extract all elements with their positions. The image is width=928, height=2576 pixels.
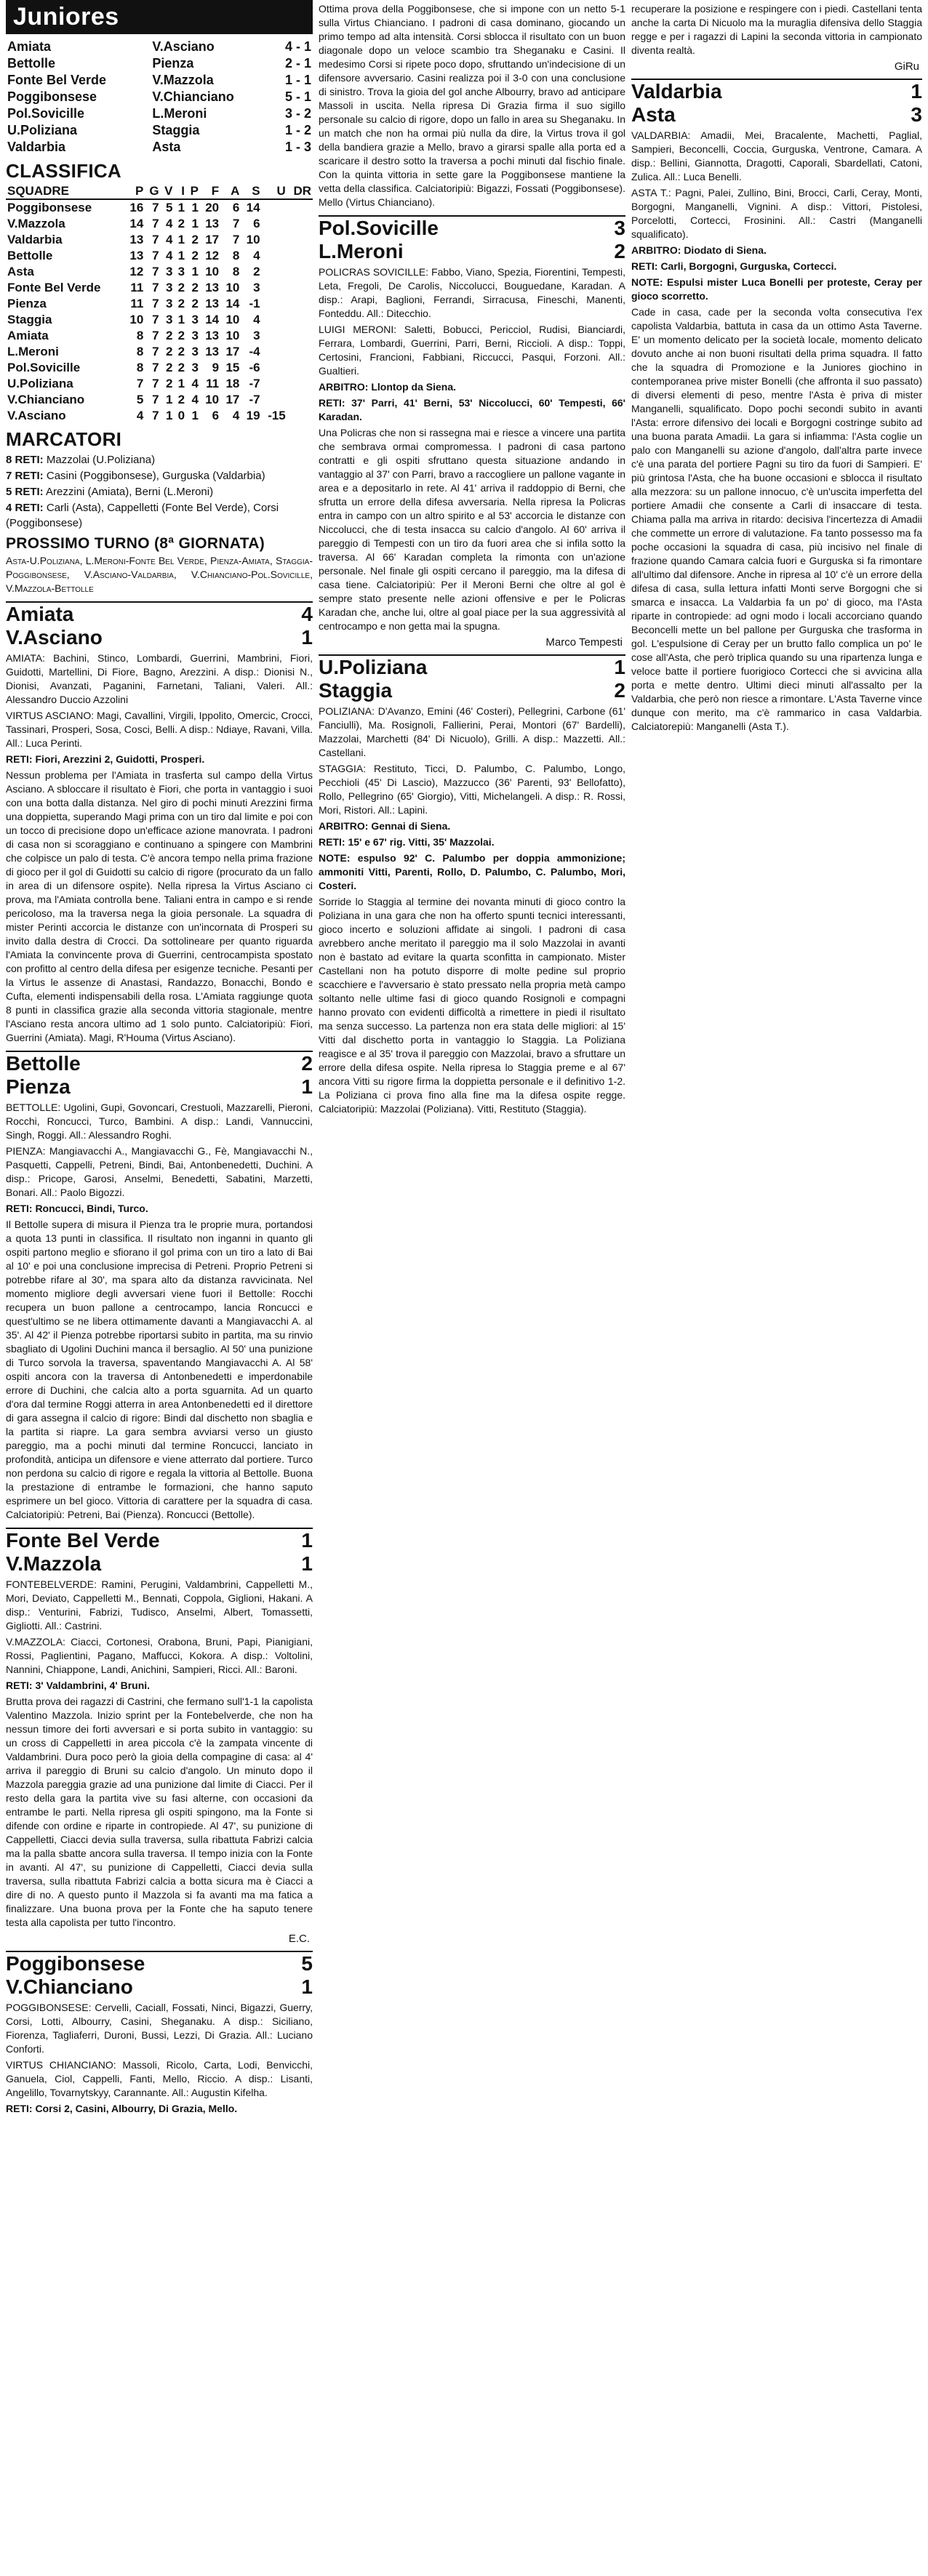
standings-cell: 1 [177,201,185,214]
result-away: L.Meroni [152,106,207,121]
result-away: Asta [152,140,181,154]
standings-cell: 8 [232,265,240,278]
away-team: Staggia [319,679,393,702]
standings-header: DR [287,184,313,199]
standings-cell: -15 [268,409,286,422]
match-text: Una Policras che non si rassegna mai e riesce a vincere una partita che sembrava ormai compromessa. I padroni di casa partono contratti e gli ospiti sfruttano questa situazione andando in vantaggio al 37' con Parri, bravo a raccogliere un pallone vagante in area e a depositarlo in rete. Al 41' arriva il raddoppio di Berni, che sfrutta un errore della difesa avversaria. Nella ripresa la Policras entra in campo con un altro spirito e al 53' accorcia le distanze con Niccolucci, che di testa insacca su calcio d'angolo. Al 60' arriva il pareggio di Tempesti con un tiro da fuori area che si infila sotto la traversa. Al 66' Karadan completa la rimonta con un'azione personale. Nel finale gli ospiti cercano il pareggio, ma la difesa di casa tiene. Calciatoripiù: Per il Meroni Berni che oltre al gol è sempre stato presente nelle azioni offensive e per le Policras Karadan che, anche lui, oltre al goal piace per la sua aggressività al centrocampo e non getta mai la spugna. [319,427,625,632]
standings-cell: 7 [152,297,159,310]
standings-row [6,392,313,408]
home-team-line [319,654,625,679]
standings-cell: 4 [253,313,260,326]
standings-header: F [200,184,220,199]
standings-row [6,360,313,376]
standings-cell: 7 [152,201,159,214]
standings-team: U.Poliziana [7,377,73,390]
standings-cell: 4 [165,217,173,230]
standings-cell: 5 [165,201,173,214]
standings-header: S [241,184,261,199]
home-team: Pol.Sovicille [319,217,439,239]
standings-cell: 13 [205,329,220,342]
standings-cell: 7 [152,329,159,342]
scorer-count: 5 RETI: [6,486,44,498]
away-team: V.Chianciano [6,1975,133,1998]
standings-cell: 4 [191,393,199,406]
standings-cell: 7 [152,313,159,326]
standings-cell: 7 [152,265,159,278]
standings-cell: 7 [152,377,159,390]
standings-cell: -7 [249,377,260,390]
standings-team: V.Asciano [7,409,66,422]
home-lineup: VALDARBIA: Amadii, Mei, Bracalente, Machetti, Paglial, Sampieri, Beconcelli, Coccia, Gurguska, Ventrone, Camara. A disp.: Bellini, Giannotta, Dragotti, Caporali, Sbardellati, Catoni, Zulica. All.: Luca Benelli. [631,129,922,182]
home-team: Amiata [6,603,74,625]
standings-team: Poggibonsese [7,201,92,214]
home-team-line [319,215,625,240]
result-away: V.Chianciano [152,89,234,104]
home-team: Poggibonsese [6,1952,145,1975]
match-notes: NOTE: Espulsi mister Luca Bonelli per proteste, Ceray per gioco scorretto. [631,276,922,302]
standings-cell: 2 [165,377,173,390]
standings-cell: 1 [191,217,199,230]
standings-cell: 17 [225,393,240,406]
home-team: Valdarbia [631,80,722,103]
result-row [6,105,313,122]
standings-row [6,216,313,232]
standings-cell: 8 [136,329,144,342]
standings-cell: 2 [253,265,260,278]
home-lineup: AMIATA: Bachini, Stinco, Lombardi, Guerrini, Mambrini, Fiori, Guidotti, Martellini, Di Fiore, Bagno, Arezzini. A disp.: Dionisi N., Dionisi, Avanzati, Paganini, Farnetani, Taliani, Valeri. All.: Alessandro Duccio Azzolini [6,652,313,705]
standings-cell: 7 [136,377,144,390]
standings-cell: 12 [205,249,220,262]
home-goals: 3 [614,217,625,239]
result-home: U.Poliziana [7,123,78,137]
result-away: Pienza [152,56,194,71]
standings-cell: 1 [177,313,185,326]
home-team-line [6,1951,313,1975]
scorer-names: Arezzini (Amiata), Berni (L.Meroni) [46,486,214,498]
home-lineup: FONTEBELVERDE: Ramini, Perugini, Valdambrini, Cappelletti M., Mori, Deviato, Cappelletti M., Bennati, Coppola, Giglioni, Hakani. A disp.: Venturini, Fabrizi, Tudisco, Anselmi, Albert, Tomassetti, Gigliotti. All.: Castrini. [6,1578,313,1632]
standings-cell: 7 [232,233,240,246]
away-goals: 2 [614,679,625,702]
standings-team: Bettolle [7,249,53,262]
standings-cell: 7 [152,409,159,422]
match-text: Nessun problema per l'Amiata in trasferta sul campo della Virtus Asciano. A sbloccare il risultato è Fiori, che porta in vantaggio i suoi con una botta dalla distanza. Nel giro di pochi minuti Arezzini firma una doppietta, superando Magi prima con un tiro dal limite e poi con un tocco di precisione dopo un'efficace azione manovrata. I padroni di casa non si scoraggiano e continuano a spingere con Mambrini che colpisce un palo di testa. C'è ancora tempo nella prima frazione di gioco per il gol di Guidotti su calcio di rigore (procurato da un fallo in area di un difensore ospite). Nella ripresa la Virtus Asciano ci prova, ma l'Amiata controlla bene. Taliani entra in campo e si rende pericoloso, ma la traversa nega la gioia personale. La squadra di mister Perinti accorcia le distanze con un'incornata di Prosperi su invito dalla destra di Crocci. Da sottolineare per quanto riguarda l'Amiata la convincente prova di Guerrini, centrocampista spostato con profitto al centro della difesa per esigenze tecniche. Pesanti per la Virtus le assenze di Anastasi, Randazzo, Bonacchi, Bondo e Cufta, elementi indispensabili della rosa. L'Amiata raggiunge quota 8 punti in classifica grazie alla seconda vittoria stagionale, mentre l'Asciano resta ancora ultimo ad 1 solo punto. Calciatoripiù: Fiori, Guerrini (Amiata). Magi, R'Houma (Virtus Asciano). [6,769,313,1043]
home-team-line [6,601,313,626]
standings-cell: 8 [136,361,144,374]
standings-header: V [161,184,175,199]
home-team: Fonte Bel Verde [6,1529,160,1552]
standings-cell: 17 [225,345,240,358]
away-lineup: V.MAZZOLA: Ciacci, Cortonesi, Orabona, Bruni, Papi, Pianigiani, Rossi, Paglientini, Pagano, Maffucci, Kokora. A disp.: Voltolini, Nannini, Chiappone, Landi, Anichini, Sampieri, Ricci. All.: Baroni. [6,1636,313,1675]
standings-cell: 8 [232,249,240,262]
scorer-names: Casini (Poggibonsese), Gurguska (Valdarbia) [46,470,265,482]
standings-team: Staggia [7,313,52,326]
col1-match-reports [6,601,313,1930]
standings-cell: 13 [129,249,144,262]
standings-cell: 11 [206,377,220,390]
standings-cell: 12 [129,265,144,278]
standings-header: U [262,184,287,199]
result-row [6,72,313,89]
standings-cell: 3 [191,329,199,342]
home-lineup: POLIZIANA: D'Avanzo, Emini (46' Costeri), Pellegrini, Carbone (61' Fanciulli), Ma. Rosignoli, Fallierini, Perai, Montori (67' Bardelli), Mazzolai, Marchetti (84' Di Nicuolo), Grilli. A disp.: Mazzetti. All.: Castellani. [319,705,625,758]
standings-cell: 3 [165,265,173,278]
standings-cell: 3 [165,297,173,310]
standings-cell: 14 [246,201,260,214]
home-team-line [6,1528,313,1552]
result-home: Poggibonsese [7,89,97,104]
standings-cell: 2 [165,345,173,358]
match-report [631,79,922,734]
standings-cell: 13 [205,217,220,230]
result-row [6,122,313,139]
result-home: Amiata [7,39,52,54]
standings-cell: 1 [177,249,185,262]
result-score: 1 - 2 [284,123,311,137]
section-banner: Juniores [6,0,313,34]
standings-cell: 3 [165,281,173,294]
standings-cell: 16 [129,201,144,214]
result-home: Fonte Bel Verde [7,73,107,87]
away-goals: 2 [614,240,625,262]
standings-cell: -4 [249,345,260,358]
standings-cell: 6 [253,217,260,230]
standings-cell: 4 [165,249,173,262]
standings-cell: 6 [212,409,220,422]
away-lineup: ASTA T.: Pagni, Palei, Zullino, Bini, Brocci, Carli, Ceray, Monti, Borgogni, Manganelli, Vignini. A disp.: Vittori, Pistolesi, Porcelotti, Cortecci, Frosinini. All.: Castri (Manganelli squalificato). [631,187,922,240]
match-goals: RETI: Roncucci, Bindi, Turco. [6,1203,148,1214]
home-lineup: POLICRAS SOVICILLE: Fabbo, Viano, Spezia, Fiorentini, Tempesti, Leta, Fregoli, De Carolis, Niccolucci, Bouguedane, Karadan. A disp.: Arapi, Baglioni, Ferrandi, Sirracusa, Fineschi, Manenti, Fonteddu. All.: Ditecchio. [319,266,625,319]
standings-cell: 3 [165,313,173,326]
standings-cell: 7 [152,361,159,374]
away-team: V.Mazzola [6,1552,102,1575]
standings-team: Fonte Bel Verde [7,281,101,294]
scorer-line [6,484,313,499]
away-lineup: VIRTUS ASCIANO: Magi, Cavallini, Virgili, Ippolito, Omercic, Crocci, Tassinari, Prosperi, Sosa, Cosci, Belli. A disp.: Ndiaye, Ravani, Villa. All.: Luca Perinti. [6,710,313,749]
standings-cell: 2 [177,345,185,358]
away-team-line [6,1975,313,1999]
standings-header: I [174,184,186,199]
results-table [6,39,313,156]
scorer-count: 8 RETI: [6,454,44,466]
match-report [6,1951,313,2116]
standings-cell: 2 [165,361,173,374]
away-team: V.Asciano [6,626,103,649]
result-row [6,39,313,55]
standings-team: Valdarbia [7,233,63,246]
away-team-line [631,103,922,127]
standings-cell: 7 [152,281,159,294]
result-away: V.Asciano [152,39,215,54]
column-left [6,0,313,2576]
away-lineup: PIENZA: Mangiavacchi A., Mangiavacchi G., Fè, Mangiavacchi N., Pasquetti, Cappelli, Petreni, Bindi, Bai, Antonbenedetti, Duchini. A disp.: Pricope, Garosi, Anselmi, Benedetti, Sabatini, Marzetti, Bonari. All.: Paolo Bigozzi. [6,1145,313,1198]
match-report [6,601,313,1045]
referee: ARBITRO: Gennai di Siena. [319,820,451,832]
result-score: 2 - 1 [284,56,311,71]
standings-cell: 1 [191,265,199,278]
standings-cell: 4 [253,249,260,262]
home-lineup: POGGIBONSESE: Cervelli, Caciall, Fossati, Ninci, Bigazzi, Guerry, Corsi, Lotti, Albourry, Casini, Sheganaku. A disp.: Siciliano, Fiorenza, Tagliaferri, Duroni, Bussi, Lezzi, Di Grazia. All.: Luciano Conforti. [6,2002,313,2055]
standings-cell: 10 [205,393,220,406]
standings-cell: 14 [129,217,144,230]
standings-cell: 7 [152,249,159,262]
standings-cell: 5 [136,393,144,406]
standings-cell: 7 [152,217,159,230]
standings-cell: 1 [165,409,173,422]
home-team-line [6,1051,313,1075]
result-home: Bettolle [7,56,56,71]
standings-cell: 17 [205,233,220,246]
next-round-title: PROSSIMO TURNO (8ª GIORNATA) [6,535,265,552]
next-round-fixtures: Asta-U.Poliziana, L.Meroni-Fonte Bel Verde, Pienza-Amiata, Staggia-Poggibonsese, V.Asciano-Valdarbia, V.Chianciano-Pol.Sovicille, V.Mazzola-Bettolle [6,555,313,594]
standings-cell: 10 [225,329,240,342]
standings-cell: 14 [205,313,220,326]
away-team-line [6,1552,313,1576]
result-home: Valdarbia [7,140,66,154]
scorer-count: 7 RETI: [6,470,44,482]
standings-cell: 2 [177,217,185,230]
scorer-line [6,500,313,531]
standings-row [6,344,313,360]
home-goals: 2 [301,1052,313,1075]
standings-cell: -6 [249,361,260,374]
standings-cell: 19 [246,409,260,422]
away-lineup: LUIGI MERONI: Saletti, Bobucci, Pericciol, Rudisi, Bianciardi, Ferrara, Lombardi, Guerrini, Parri, Berni, Riccioli. A disp.: Toppi, Certosini, Francioni, Fabbiani, Riccucci, Pasqui, Forzoni. All.: Gualtieri. [319,324,625,377]
result-score: 1 - 1 [284,73,311,87]
away-lineup: STAGGIA: Restituto, Ticci, D. Palumbo, C. Palumbo, Longo, Pecchioli (45' Di Lascio), Mazzucco (36' Parenti, 93' Bellofatto), Rollo, Pellegrino (65' Giorgio), Vitti, Michelangeli. A disp.: R. Rossi, Mori, Ristori. All.: Lapini. [319,763,625,816]
match-notes: NOTE: espulso 92' C. Palumbo per doppia ammonizione; ammoniti Vitti, Parenti, Rollo, D. Palumbo, C. Palumbo, Mori, Costeri. [319,852,625,891]
continued-report: recuperare la posizione e respingere con i piedi. Castellani tenta anche la carta Di Nicuolo ma la muraglia difensiva dello Staggia regge e per i ragazzi di Lapini la seconda vittoria in campionato diventa realtà. [631,3,922,56]
standings-cell: 11 [130,281,144,294]
away-goals: 1 [301,1075,313,1098]
scorer-names: Carli (Asta), Cappelletti (Fonte Bel Verde), Corsi (Poggibonsese) [6,502,279,529]
match-text: Brutta prova dei ragazzi di Castrini, che fermano sull'1-1 la capolista Valentino Mazzola. Inizio sprint per la Fontebelverde, che non ha nessun timore dei forti avversari e si porta subito in vantaggio: su un cross di Cappelletti in area piccola c'è la zampata vincente di Valdambrini. Dura poco però la gioia della compagine di casa: al 4' arriva il pareggio di Bruni su calcio d'angolo. Un minuto dopo il Mazzola pareggia grazie ad una punizione dal limite di Ciacci. Per il resto della gara la partita vive su fasi alterne, con occasioni da entrambe le parti. Nella ripresa gli ospiti spingono, ma la Fonte si difende con ordine e riparte in contropiede. Al 47', su punizione di Cappelletti, Ciacci devia sulla traversa, sulla ribattuta Fabrizi calcia ma la palla sbatte ancora sulla traversa. Il tempo inizia con la Fonte in avanti. Al 47', su punizione di Cappelletti, Ciacci devia sulla traversa, sulla ribattuta Fabrizi calcia a botta sicura ma è Ciacci a dire di no. A questo punto il Mazzola si fa avanti ma ma fatica a finalizzare. Una buona prova per la Fonte che ha saputo tenere testa alla capolista per tutto l'incontro. [6,1696,313,1928]
match-goals: RETI: Carli, Borgogni, Gurguska, Cortecci. [631,260,837,272]
standings-cell: 2 [165,329,173,342]
standings-cell: 10 [205,265,220,278]
away-team: Asta [631,103,676,126]
standings-cell: 6 [232,201,240,214]
standings-row [6,248,313,264]
result-row [6,55,313,72]
home-team: Bettolle [6,1052,81,1075]
standings-cell: 0 [177,409,185,422]
result-row [6,139,313,156]
home-lineup: BETTOLLE: Ugolini, Gupi, Govoncari, Crestuoli, Mazzarelli, Pieroni, Rocchi, Roncucci, Turco, Bambini. A disp.: Landi, Vannuccini, Singh, Roggi. All.: Alessandro Roghi. [6,1102,313,1141]
standings-cell: 2 [191,297,199,310]
column-right [631,0,922,2576]
match-text: Cade in casa, cade per la seconda volta consecutiva l'ex capolista Valdarbia, battuta in casa da un ottimo Asta Taverne. E' un momento delicato per la società locale, momento delicato dovuto anche ai non buoni risultati della prima squadra. Il fatto che la squadra di Promozione e la Juniores giochino in contemporanea prive mister Bonelli (che affronta il suo passato) di diversi elementi di peso, mentre l'Asta è priva di mister Manganelli, squalificato. Dopo pochi secondi subito in avanti l'Asta: errore difensivo dei locali e Borgogni costringe subito ad una buona parata Amadii. La gara si infiamma: l'Asta coglie un palo con Manganelli su azione d'angolo, dall'altra parte invece c'è una parata del portiere Pagni su tiro da fuori di Sampieri. E' più grintosa l'Asta, che ha buone occasioni e sblocca il risultato alla mezzora: su un pallone innocuo, c'è un'uscita imperfetta del portiere Amadii che consente a Carli di insaccare di testa. Chiama palla ma arriva in ritardo: decisiva l'incertezza di Amadii che commette un errore di valutazione. Fa tanto possesso ma fa poche occasioni la squadra di casa, più incisivo nel finale di frazione quando Camara calcia fuori e Gurguska si fa rimontare all'ultimo dal difensore. Anche in ripresa al 10' c'è un errore della difesa di casa, sulla lettura infatti Monti serve Borgogni che si smarca e insacca. La Valdarbia fa un po' di gioco, ma l'Asta riparte in contropiede: ad ogni modo i locali accorciano quando Beconcelli mette un bel pallone per Gurguska che trasforma in gol. L'espulsione di Ceray per un brutto fallo complica un po' le cose all'Asta, che però triplica quando su una ripartenza lunga e veloce batte il portiere fuorigioco Cortecci che si avvicina alla porta e mette dentro. Ultimi dieci minuti all'assalto per la Valdarbia, che però non riesce a rimontare. L'Asta Taverne vince dunque con merito, ma c'è rammarico in casa Valdarbia. Calciatorepiù: Manganelli (Asta T.). [631,306,922,732]
standings-row [6,408,313,424]
home-goals: 5 [301,1952,313,1975]
standings-cell: 2 [191,233,199,246]
standings-row [6,328,313,344]
standings-title: CLASSIFICA [6,160,121,182]
standings-header: P [186,184,200,199]
standings-team: L.Meroni [7,345,59,358]
scorer-line [6,452,313,468]
standings-cell: 8 [136,345,144,358]
scorers-title: MARCATORI [6,428,122,450]
standings-cell: 4 [232,409,240,422]
standings-header: A [220,184,241,199]
standings-cell: 2 [191,249,199,262]
byline: E.C. [288,1933,310,1945]
standings-cell: 3 [253,329,260,342]
result-row [6,89,313,105]
standings-cell: 1 [177,377,185,390]
standings-row [6,376,313,392]
standings-cell: 2 [191,281,199,294]
standings-cell: 15 [225,361,240,374]
continued-report: Ottima prova della Poggibonsese, che si impone con un netto 5-1 sulla Virtus Chianciano. I padroni di casa dominano, giocando un primo tempo ad alta intensità. Corsi sblocca il risultato con un buon diagonale dopo un veloce scambio tra Sheganaku e Casini. Il medesimo Corsi si ripete poco dopo, sfruttando un'indecisione di un difensore avversario. Casini realizza poi il 3-0 con una conclusione di sinistro. Trova la gioia del gol anche Albourry, bravo ad anticipare Massoli in uscita. Nella ripresa Di Grazia firma il suo sigillo personale su calcio di rigore, dopo un fallo in area su Sheganaku. In un match che non ha ormai più nulla da dire, la Virtus trova il gol della bandiera grazie a Mello, bravo a girarsi spalle alla porta ed a scaricare il destro sotto la traversa a pochi minuti dal fischio finale. Con la quinta vittoria in sette gare la Poggibonsese mantiene la vetta della classifica. Calciatoripiù: Bigazzi, Fossati (Poggibonsese). Mello (Virtus Chianciano). [319,3,625,208]
standings-team: Asta [7,265,34,278]
standings-cell: 2 [177,297,185,310]
standings-row [6,232,313,248]
result-away: V.Mazzola [152,73,214,87]
standings-row [6,280,313,296]
away-goals: 1 [301,1975,313,1998]
scorer-names: Mazzolai (U.Poliziana) [46,454,156,466]
away-goals: 1 [301,626,313,649]
away-team-line [319,240,625,263]
standings-cell: 14 [225,297,240,310]
result-score: 5 - 1 [284,89,311,104]
standings-team: V.Mazzola [7,217,65,230]
away-team: Pienza [6,1075,71,1098]
standings-header: SQUADRE [6,184,124,199]
standings-team: V.Chianciano [7,393,85,406]
standings-cell: 4 [136,409,144,422]
home-team: U.Poliziana [319,656,428,678]
standings-cell: 2 [177,329,185,342]
standings-cell: 1 [191,201,199,214]
match-goals: RETI: Fiori, Arezzini 2, Guidotti, Prosperi. [6,753,205,765]
match-report [6,1528,313,1930]
home-goals: 1 [614,656,625,678]
home-goals: 1 [911,80,922,103]
standings-cell: 4 [191,377,199,390]
byline: GiRu [894,60,919,73]
away-goals: 1 [301,1552,313,1575]
referee: ARBITRO: Diodato di Siena. [631,244,767,256]
standings-cell: 20 [205,201,220,214]
standings-cell: 10 [225,281,240,294]
standings-team: Pienza [7,297,47,310]
standings-cell: 13 [205,345,220,358]
away-team-line [319,679,625,702]
standings-table [6,184,313,424]
match-text: Il Bettolle supera di misura il Pienza tra le proprie mura, portandosi a quota 13 punti in classifica. Il risultato non inganni in quanto gli ospiti partono meglio e sfiorano il gol prima con un tiro a lato di Bai al 10' e poi una conclusione imprecisa di Petreni. Proprio Petreni si potrebbe rifare al 30', ma spara alto da distanza ravvicinata. Nel momento migliore degli avversari viene fuori il Bettolle: Rocchi recupera un buon pallone a centrocampo, lancia Roncucci e quest'ultimo se ne libera ottimamente davanti a Mangiavacchi A. al 35'. Al 42' il Pienza potrebbe riportarsi subito in partita, ma su rinvio sbagliato di Ugolini Duchini manca il bersaglio. Al 50' una punizione di Turco sorvola la traversa, spaventando Mangiavacchi A. Al 58' ospiti ancora con la traversa di Antonbenedetti e imperdonabile errore di Duchini, che calcia alto a porta sguarnita. Ad un quarto d'ora dal termine Roggi atterra in area Antonbenedetti ed il direttore di gara assegna il calcio di rigore: Bindi dal dischetto non sbaglia e la partita si riapre. La gara sembra avviarsi verso un giusto pareggio, ma a pochi minuti dal termine Roncucci, lanciato in profondità, anticipa un difensore e viene atterrato dal portiere. Turco non perdona su calcio di rigore e regala la vittoria al Bettolle. Buona la prestazione di entrambe le formazioni, che hanno saputo esprimere un bel gioco. Vittoria di carattere per la squadra di casa. Calciatoripiù: Petreni, Bai (Pienza). Roncucci (Bettolle). [6,1219,313,1520]
standings-row [6,312,313,328]
match-goals: RETI: 3' Valdambrini, 4' Bruni. [6,1680,151,1691]
standings-cell: 13 [205,281,220,294]
scorer-count: 4 RETI: [6,502,44,514]
scorer-line [6,468,313,483]
standings-cell: 3 [253,281,260,294]
home-goals: 4 [301,603,313,625]
standings-cell: 1 [177,233,185,246]
standings-cell: -1 [249,297,260,310]
standings-cell: 10 [225,313,240,326]
referee: ARBITRO: Llontop da Siena. [319,381,456,393]
standings-cell: 1 [165,393,173,406]
byline: Marco Tempesti [545,636,623,649]
result-score: 1 - 3 [284,140,311,154]
standings-cell: -7 [249,393,260,406]
match-goals: RETI: 37' Parri, 41' Berni, 53' Niccolucci, 60' Tempesti, 66' Karadan. [319,397,625,422]
standings-cell: 4 [165,233,173,246]
match-report [319,215,625,633]
standings-cell: 13 [205,297,220,310]
match-report [6,1051,313,1522]
standings-header: P [124,184,145,199]
standings-cell: 7 [152,345,159,358]
standings-cell: 11 [130,297,144,310]
away-goals: 3 [911,103,922,126]
standings-row [6,199,313,216]
standings-cell: 3 [191,361,199,374]
standings-cell: 7 [152,393,159,406]
standings-row [6,264,313,280]
result-home: Pol.Sovicille [7,106,85,121]
home-goals: 1 [301,1529,313,1552]
standings-cell: 9 [212,361,220,374]
match-text: Sorride lo Staggia al termine dei novanta minuti di gioco contro la Poliziana in una gara che non ha offerto spunti tecnici interessanti, gioco incerto e soluzioni affidate ai singoli. I padroni di casa avrebbero anche meritato il pareggio ma il solo Mazzolai in avanti non è bastato ad evitare la quarta sconfitta in campionato. Mister Castellani non ha potuto disporre di molte pedine sul proprio scacchiere e l'avversario è stato pressato nella propria metà campo soltanto nelle ultime fasi di gioco quando Rosignoli e compagni hanno provato con evidenti difficoltà a rimettere in piedi il risultato ma senza successo. La partenza non era stata delle migliori: al 15' Vitti dal dischetto porta in vantaggio lo Staggia. La Poliziana reagisce e al 35' trova il pareggio con Mazzolai, bravo a sfruttare un errore della difesa ospite. Nella ripresa lo Staggia preme e al 67' ancora Vitti su rigore firma la doppietta personale e il definitivo 1-2. La Poliziana ci prova fino alla fine ma la difesa ospite regge. Calciatoripiù: Mazzolai (Poliziana). Vitti, Restituto (Staggia). [319,896,625,1115]
away-lineup: VIRTUS CHIANCIANO: Massoli, Ricolo, Carta, Lodi, Benvicchi, Ganuela, Ciol, Cappelli, Fanti, Mello, Riccio. A disp.: Lisanti, Angelillo, Tovarnytskyy, Carannante. All.: Augustin Kifelha. [6,2059,313,2098]
result-away: Staggia [152,123,200,137]
standings-cell: 2 [177,361,185,374]
standings-cell: 10 [129,313,144,326]
result-score: 4 - 1 [284,39,311,54]
standings-cell: 1 [191,409,199,422]
match-goals: RETI: 15' e 67' rig. Vitti, 35' Mazzolai. [319,836,495,848]
away-team-line [6,1075,313,1099]
standings-cell: 10 [246,233,260,246]
standings-cell: 3 [191,345,199,358]
away-team-line [6,626,313,649]
standings-cell: 2 [177,393,185,406]
match-goals: RETI: Corsi 2, Casini, Albourry, Di Grazia, Mello. [6,2103,238,2114]
away-team: L.Meroni [319,240,404,262]
standings-cell: 3 [191,313,199,326]
home-team-line [631,79,922,103]
standings-team: Amiata [7,329,49,342]
column-middle [319,0,625,2576]
standings-header: G [145,184,160,199]
standings-row [6,296,313,312]
standings-cell: 13 [129,233,144,246]
standings-cell: 3 [177,265,185,278]
standings-cell: 7 [152,233,159,246]
standings-team: Pol.Sovicille [7,361,81,374]
scorers-list [6,452,313,531]
standings-cell: 7 [232,217,240,230]
standings-cell: 18 [225,377,240,390]
match-report [319,654,625,1116]
result-score: 3 - 2 [284,106,311,121]
standings-cell: 2 [177,281,185,294]
